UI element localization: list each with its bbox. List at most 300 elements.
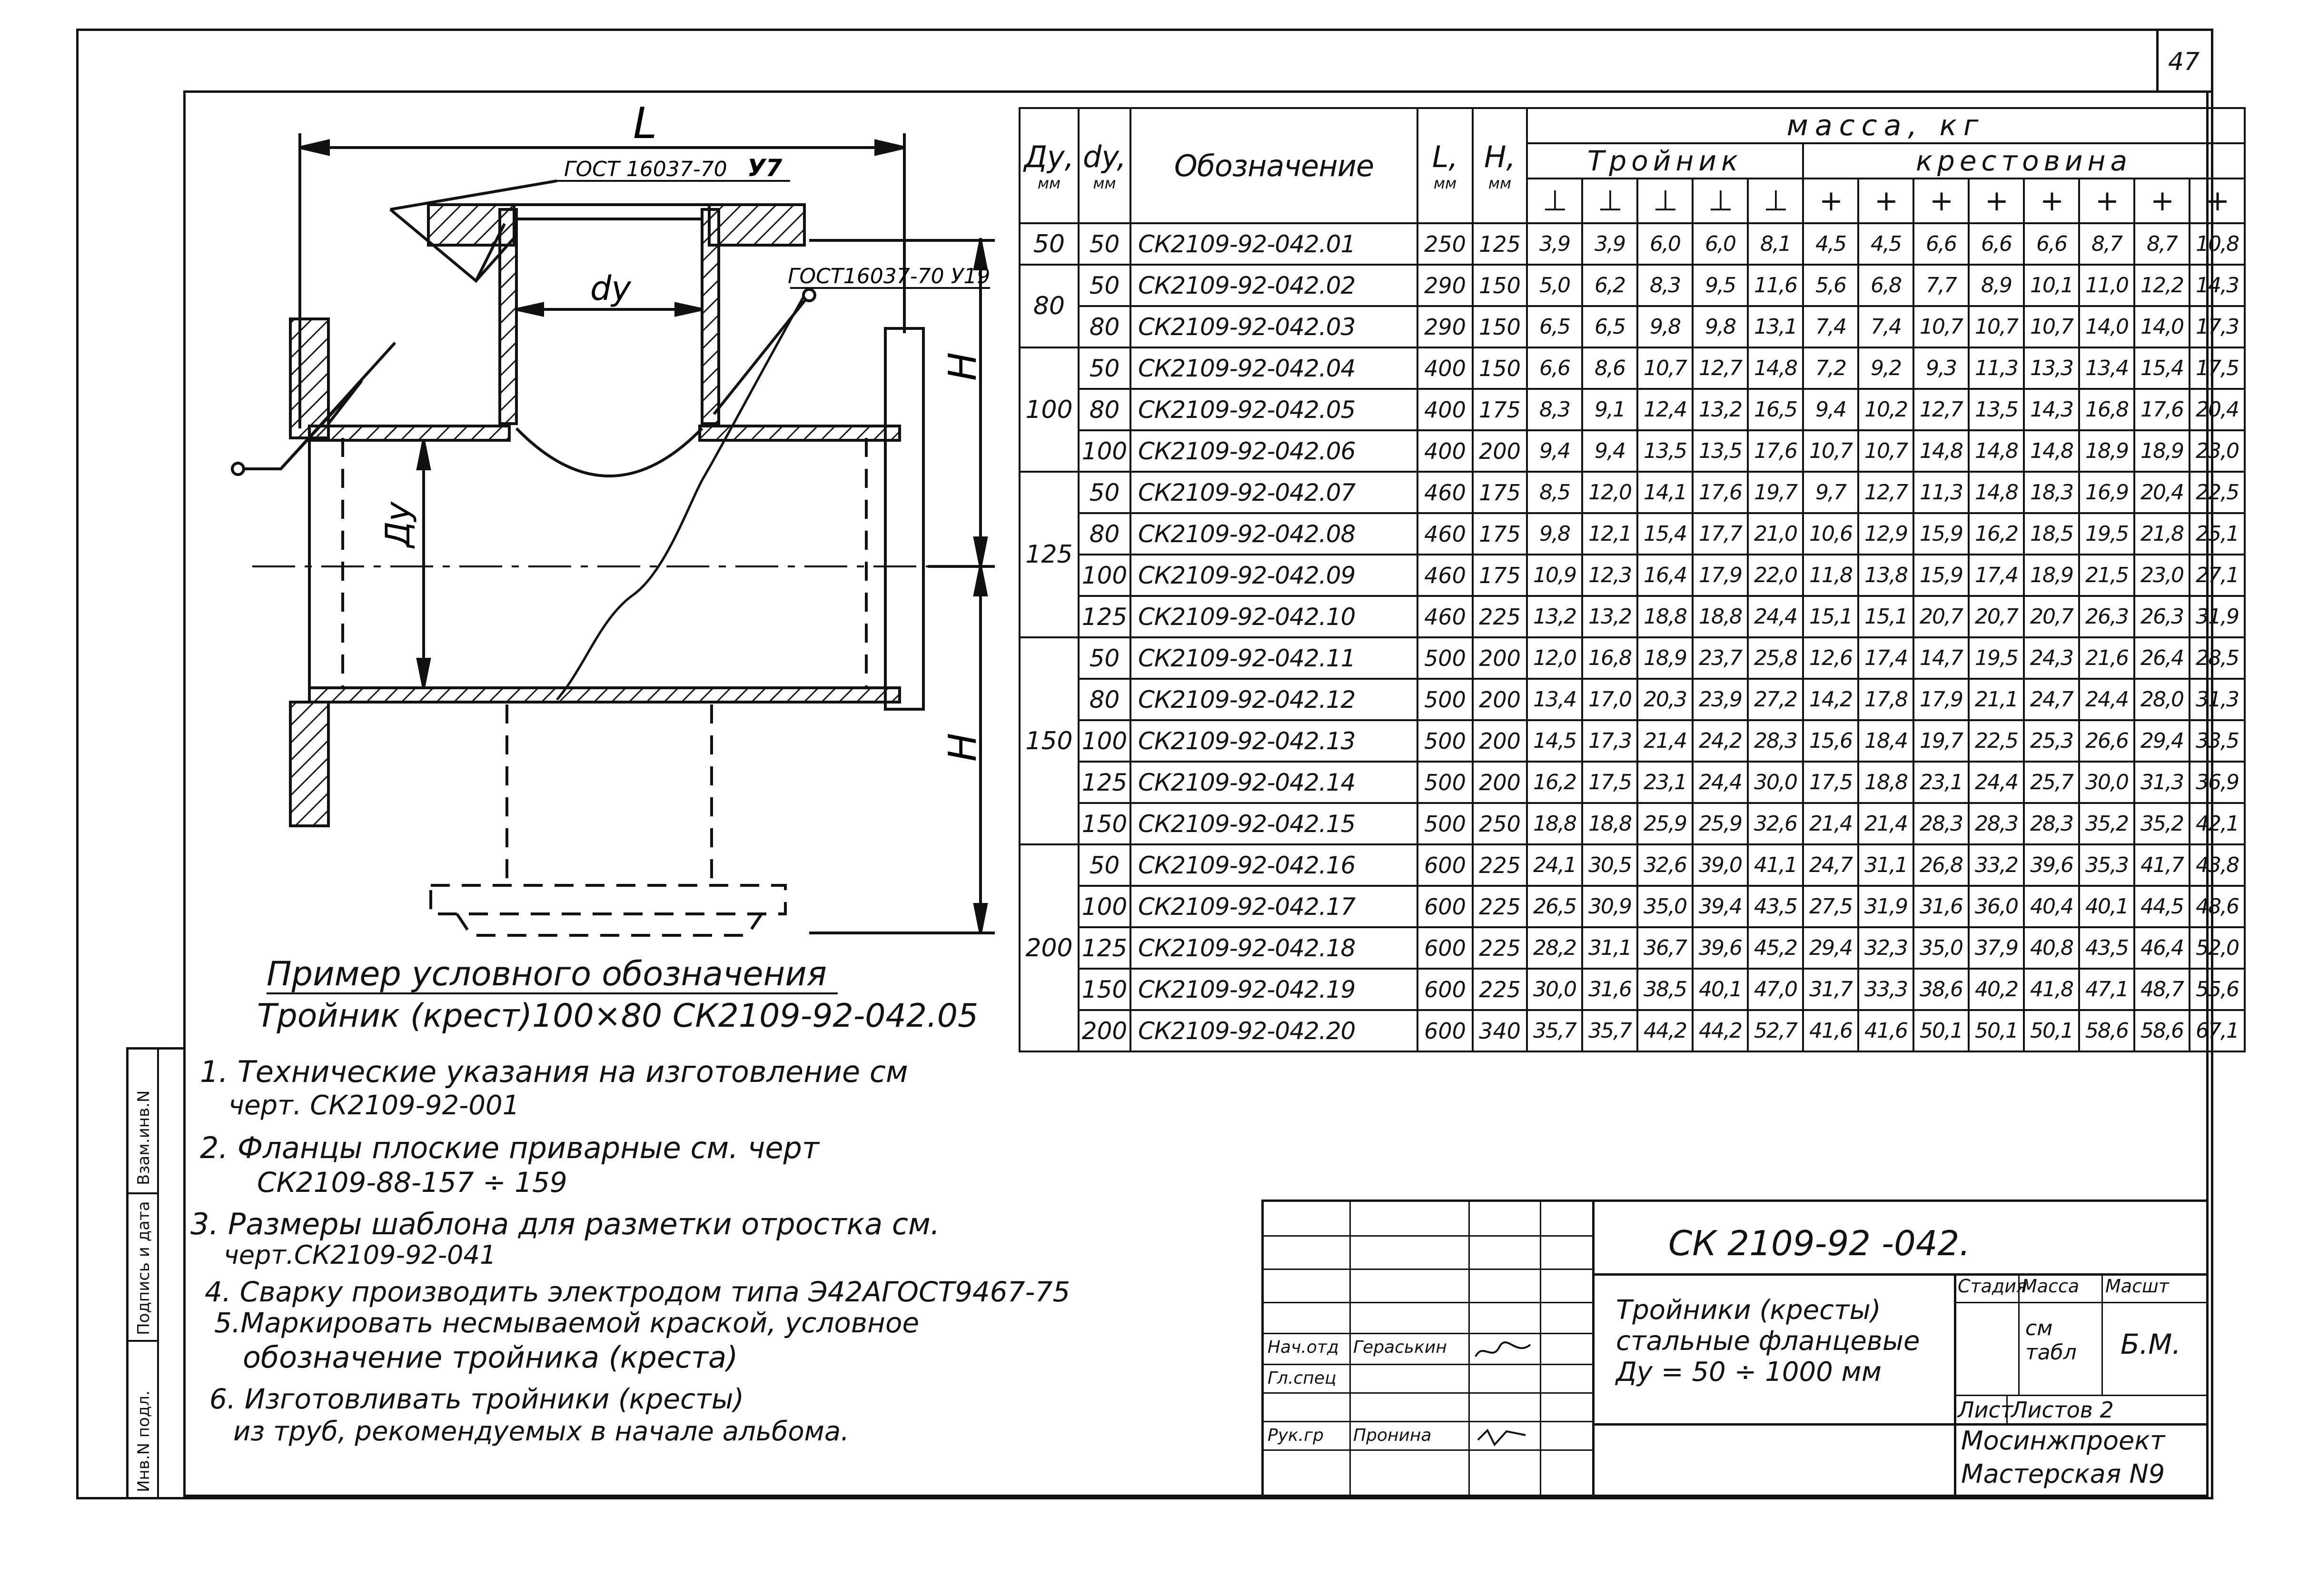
dy-cell: 50	[1079, 347, 1130, 389]
length-cell: 500	[1417, 637, 1473, 679]
height-cell: 175	[1473, 555, 1527, 596]
tee-mass-cell: 6,5	[1527, 306, 1582, 347]
cross-mass-cell: 31,6	[1913, 886, 1969, 927]
height-cell: 225	[1473, 886, 1527, 927]
dy-cell: 125	[1079, 762, 1130, 803]
tee-mass-cell: 17,6	[1693, 472, 1748, 513]
cross-mass-cell: 35,0	[1913, 927, 1969, 969]
cross-mass-cell: 10,7	[1803, 430, 1858, 472]
height-cell: 150	[1473, 265, 1527, 306]
dy-cell: 125	[1079, 596, 1130, 637]
length-cell: 290	[1417, 265, 1473, 306]
header-du: Ду, мм	[1020, 108, 1079, 223]
cross-mass-cell: 31,7	[1803, 969, 1858, 1010]
cross-mass-cell: 25,7	[2024, 762, 2079, 803]
cross-mass-cell: 41,8	[2024, 969, 2079, 1010]
dy-cell: 50	[1079, 637, 1130, 679]
tee-mass-cell: 8,1	[1748, 223, 1803, 265]
tee-mass-cell: 27,2	[1748, 679, 1803, 720]
stamp-label-inv: Инв.N подл.	[134, 1390, 153, 1492]
note-4-line1: 4. Сварку производить электродом типа Э42АГОСТ9467-75	[205, 1276, 1070, 1308]
length-cell: 460	[1417, 472, 1473, 513]
cross-mass-cell: 29,4	[1803, 927, 1858, 969]
cross-mass-cell: 15,1	[1858, 596, 1913, 637]
tb-grid-col	[1540, 1202, 1541, 1495]
tb-sheets-label: Листов 2	[2011, 1397, 2114, 1423]
cross-mass-cell: 21,8	[2134, 513, 2190, 555]
table-row	[1020, 886, 2245, 927]
gost-top-code: У7	[747, 154, 783, 182]
tee-mass-cell: 9,8	[1693, 306, 1748, 347]
tb-sheet-label: Лист	[1958, 1397, 2013, 1423]
tee-mass-cell: 13,4	[1527, 679, 1582, 720]
note-5-line2: обозначение тройника (креста)	[243, 1340, 738, 1375]
signature-1	[1473, 1338, 1535, 1366]
designation-cell: СК2109-92-042.10	[1130, 596, 1417, 637]
cross-mass-cell: 36,0	[1969, 886, 2024, 927]
tee-mass-cell: 9,4	[1527, 430, 1582, 472]
cross-mass-cell: 50,1	[1969, 1010, 2024, 1051]
length-cell: 600	[1417, 886, 1473, 927]
cross-mass-cell: 17,4	[1969, 555, 2024, 596]
tb-mass-value: см табл	[2025, 1316, 2077, 1365]
tee-mass-cell: 12,3	[1582, 555, 1637, 596]
note-6-line1: 6. Изготовливать тройники (кресты)	[209, 1383, 744, 1415]
tee-mass-cell: 9,8	[1527, 513, 1582, 555]
tee-mass-cell: 6,0	[1693, 223, 1748, 265]
header-mass: масса, кг	[1527, 108, 2245, 143]
tb-grid-col	[1468, 1202, 1470, 1495]
dim-label-dy: dy	[590, 269, 631, 308]
tb-role-2: Гл.спец	[1268, 1368, 1337, 1388]
tee-mass-cell: 24,1	[1527, 844, 1582, 886]
cross-mass-cell: 28,5	[2190, 637, 2245, 679]
tee-mass-cell: 25,9	[1637, 803, 1693, 844]
cross-mass-cell: 26,6	[2079, 720, 2134, 762]
tee-mass-cell: 17,9	[1693, 555, 1748, 596]
signature-3	[1473, 1426, 1535, 1449]
cross-mass-cell: 42,1	[2190, 803, 2245, 844]
stamp-label-replace: Взам.инв.N	[134, 1090, 153, 1185]
tb-mass-label: Масса	[2022, 1276, 2080, 1297]
cross-mass-cell: 8,9	[1969, 265, 2024, 306]
tee-mass-cell: 44,2	[1693, 1010, 1748, 1051]
tee-mass-cell: 6,5	[1582, 306, 1637, 347]
cross-mass-cell: 18,8	[1858, 762, 1913, 803]
tee-mass-cell: 24,2	[1693, 720, 1748, 762]
tee-symbol-5: ⊥	[1748, 178, 1803, 223]
tb-scale-label: Масшт	[2105, 1276, 2169, 1297]
tee-mass-cell: 38,5	[1637, 969, 1693, 1010]
tee-mass-cell: 25,9	[1693, 803, 1748, 844]
title-block	[1261, 1199, 2206, 1497]
dy-cell: 50	[1079, 844, 1130, 886]
tee-mass-cell: 6,2	[1582, 265, 1637, 306]
stamp-cell-inv	[129, 1340, 159, 1497]
tee-mass-cell: 9,8	[1637, 306, 1693, 347]
cross-mass-cell: 40,1	[2079, 886, 2134, 927]
tee-mass-cell: 6,0	[1637, 223, 1693, 265]
dim-label-h-top: H	[941, 352, 985, 381]
cross-mass-cell: 40,8	[2024, 927, 2079, 969]
tee-mass-cell: 17,5	[1582, 762, 1637, 803]
tb-code: СК 2109-92 -042.	[1668, 1223, 1971, 1263]
du-cell: 150	[1020, 637, 1079, 844]
table-row	[1020, 472, 2245, 513]
table-row	[1020, 347, 2245, 389]
table-row	[1020, 596, 2245, 637]
dy-cell: 100	[1079, 720, 1130, 762]
table-row	[1020, 637, 2245, 679]
cross-symbol-7: +	[2134, 178, 2190, 223]
cross-mass-cell: 5,6	[1803, 265, 1858, 306]
cross-mass-cell: 35,2	[2134, 803, 2190, 844]
tee-mass-cell: 30,9	[1582, 886, 1637, 927]
cross-mass-cell: 13,5	[1969, 389, 2024, 430]
cross-mass-cell: 21,4	[1858, 803, 1913, 844]
cross-mass-cell: 10,8	[2190, 223, 2245, 265]
cross-mass-cell: 9,2	[1858, 347, 1913, 389]
tee-mass-cell: 13,2	[1582, 596, 1637, 637]
tee-mass-cell: 31,6	[1582, 969, 1637, 1010]
du-cell: 100	[1020, 347, 1079, 472]
cross-mass-cell: 17,5	[2190, 347, 2245, 389]
cross-mass-cell: 31,3	[2134, 762, 2190, 803]
tee-mass-cell: 22,0	[1748, 555, 1803, 596]
cross-mass-cell: 17,8	[1858, 679, 1913, 720]
dy-cell: 150	[1079, 803, 1130, 844]
cross-mass-cell: 11,3	[1913, 472, 1969, 513]
example-text: Тройник (крест)100×80 СК2109-92-042.05	[257, 997, 979, 1035]
cross-mass-cell: 14,8	[1913, 430, 1969, 472]
tee-mass-cell: 18,8	[1637, 596, 1693, 637]
height-cell: 200	[1473, 430, 1527, 472]
cross-symbol-3: +	[1913, 178, 1969, 223]
length-cell: 600	[1417, 844, 1473, 886]
tee-mass-cell: 32,6	[1637, 844, 1693, 886]
cross-symbol-2: +	[1858, 178, 1913, 223]
cross-mass-cell: 16,9	[2079, 472, 2134, 513]
tee-mass-cell: 17,7	[1693, 513, 1748, 555]
designation-cell: СК2109-92-042.08	[1130, 513, 1417, 555]
tee-mass-cell: 24,4	[1693, 762, 1748, 803]
cross-mass-cell: 19,5	[1969, 637, 2024, 679]
cross-mass-cell: 14,3	[2024, 389, 2079, 430]
cross-mass-cell: 6,6	[2024, 223, 2079, 265]
cross-mass-cell: 18,4	[1858, 720, 1913, 762]
table-row	[1020, 513, 2245, 555]
cross-mass-cell: 33,2	[1969, 844, 2024, 886]
tee-mass-cell: 30,5	[1582, 844, 1637, 886]
designation-cell: СК2109-92-042.14	[1130, 762, 1417, 803]
tee-mass-cell: 32,6	[1748, 803, 1803, 844]
length-cell: 460	[1417, 513, 1473, 555]
designation-cell: СК2109-92-042.05	[1130, 389, 1417, 430]
tee-drawing	[190, 95, 1009, 952]
height-cell: 175	[1473, 472, 1527, 513]
note-2-line1: 2. Фланцы плоские приварные см. черт	[200, 1130, 819, 1165]
tb-title-line2: стальные фланцевые	[1616, 1326, 1920, 1357]
table-row	[1020, 720, 2245, 762]
tee-mass-cell: 14,8	[1748, 347, 1803, 389]
tee-mass-cell: 18,8	[1527, 803, 1582, 844]
table-row	[1020, 679, 2245, 720]
table-row	[1020, 265, 2245, 306]
tb-stage-label: Стадия	[1958, 1276, 2027, 1297]
example-title: Пример условного обозначения	[267, 954, 827, 993]
designation-cell: СК2109-92-042.20	[1130, 1010, 1417, 1051]
length-cell: 250	[1417, 223, 1473, 265]
height-cell: 200	[1473, 720, 1527, 762]
cross-mass-cell: 17,5	[1803, 762, 1858, 803]
cross-mass-cell: 18,5	[2024, 513, 2079, 555]
tee-mass-cell: 19,7	[1748, 472, 1803, 513]
length-cell: 290	[1417, 306, 1473, 347]
cross-mass-cell: 43,8	[2190, 844, 2245, 886]
cross-mass-cell: 20,7	[1913, 596, 1969, 637]
tee-mass-cell: 12,0	[1582, 472, 1637, 513]
cross-mass-cell: 23,0	[2134, 555, 2190, 596]
cross-mass-cell: 15,4	[2134, 347, 2190, 389]
height-cell: 225	[1473, 844, 1527, 886]
table-row	[1020, 844, 2245, 886]
tb-role-1: Нач.отд	[1268, 1338, 1339, 1357]
tee-mass-cell: 35,0	[1637, 886, 1693, 927]
stamp-cell-replace	[129, 1050, 159, 1194]
cross-mass-cell: 26,4	[2134, 637, 2190, 679]
cross-mass-cell: 31,9	[2190, 596, 2245, 637]
tb-name-1: Гераськин	[1353, 1338, 1447, 1357]
cross-mass-cell: 38,6	[1913, 969, 1969, 1010]
height-cell: 340	[1473, 1010, 1527, 1051]
length-cell: 400	[1417, 347, 1473, 389]
table-row	[1020, 969, 2245, 1010]
height-cell: 175	[1473, 513, 1527, 555]
cross-mass-cell: 40,4	[2024, 886, 2079, 927]
length-cell: 600	[1417, 927, 1473, 969]
tee-mass-cell: 6,6	[1527, 347, 1582, 389]
tee-mass-cell: 3,9	[1527, 223, 1582, 265]
tee-mass-cell: 52,7	[1748, 1010, 1803, 1051]
tee-mass-cell: 15,4	[1637, 513, 1693, 555]
cross-mass-cell: 14,8	[1969, 430, 2024, 472]
height-cell: 225	[1473, 969, 1527, 1010]
cross-mass-cell: 15,1	[1803, 596, 1858, 637]
dy-cell: 100	[1079, 555, 1130, 596]
height-cell: 225	[1473, 596, 1527, 637]
tee-mass-cell: 8,5	[1527, 472, 1582, 513]
tee-mass-cell: 39,6	[1693, 927, 1748, 969]
tb-name-3: Пронина	[1353, 1426, 1432, 1445]
tee-mass-cell: 30,0	[1748, 762, 1803, 803]
cross-mass-cell: 13,4	[2079, 347, 2134, 389]
designation-cell: СК2109-92-042.02	[1130, 265, 1417, 306]
cross-mass-cell: 58,6	[2134, 1010, 2190, 1051]
mass-table-body	[1020, 223, 2245, 1051]
designation-cell: СК2109-92-042.04	[1130, 347, 1417, 389]
designation-cell: СК2109-92-042.06	[1130, 430, 1417, 472]
cross-mass-cell: 46,4	[2134, 927, 2190, 969]
dim-label-du: Ду	[378, 501, 417, 547]
note-1-line1: 1. Технические указания на изготовление см	[200, 1054, 908, 1089]
tee-mass-cell: 14,1	[1637, 472, 1693, 513]
designation-cell: СК2109-92-042.19	[1130, 969, 1417, 1010]
cross-mass-cell: 14,8	[2024, 430, 2079, 472]
cross-mass-cell: 10,1	[2024, 265, 2079, 306]
cross-mass-cell: 14,0	[2079, 306, 2134, 347]
tee-mass-cell: 17,3	[1582, 720, 1637, 762]
designation-cell: СК2109-92-042.11	[1130, 637, 1417, 679]
sheet-number: 47	[2168, 48, 2200, 76]
cross-mass-cell: 17,3	[2190, 306, 2245, 347]
dy-cell: 50	[1079, 472, 1130, 513]
tee-mass-cell: 36,7	[1637, 927, 1693, 969]
cross-mass-cell: 67,1	[2190, 1010, 2245, 1051]
cross-mass-cell: 58,6	[2079, 1010, 2134, 1051]
cross-mass-cell: 9,7	[1803, 472, 1858, 513]
cross-mass-cell: 47,1	[2079, 969, 2134, 1010]
dim-label-L: L	[633, 99, 657, 149]
tee-mass-cell: 16,5	[1748, 389, 1803, 430]
length-cell: 500	[1417, 803, 1473, 844]
gost-right: ГОСТ16037-70 У19	[788, 264, 991, 288]
cross-mass-cell: 26,3	[2079, 596, 2134, 637]
cross-mass-cell: 36,9	[2190, 762, 2245, 803]
tb-title-line1: Тройники (кресты)	[1616, 1295, 1881, 1326]
designation-cell: СК2109-92-042.03	[1130, 306, 1417, 347]
cross-mass-cell: 18,9	[2079, 430, 2134, 472]
cross-mass-cell: 8,7	[2079, 223, 2134, 265]
cross-mass-cell: 52,0	[2190, 927, 2245, 969]
designation-cell: СК2109-92-042.01	[1130, 223, 1417, 265]
tee-symbol-4: ⊥	[1693, 178, 1748, 223]
du-cell: 80	[1020, 265, 1079, 347]
cross-mass-cell: 16,2	[1969, 513, 2024, 555]
tee-mass-cell: 16,2	[1527, 762, 1582, 803]
cross-mass-cell: 48,6	[2190, 886, 2245, 927]
tee-mass-cell: 35,7	[1582, 1010, 1637, 1051]
tee-mass-cell: 23,1	[1637, 762, 1693, 803]
tee-mass-cell: 24,4	[1748, 596, 1803, 637]
tee-mass-cell: 17,0	[1582, 679, 1637, 720]
designation-cell: СК2109-92-042.09	[1130, 555, 1417, 596]
tee-mass-cell: 39,0	[1693, 844, 1748, 886]
cross-mass-cell: 21,4	[1803, 803, 1858, 844]
note-6-line2: из труб, рекомендуемых в начале альбома.	[233, 1416, 849, 1447]
cross-mass-cell: 14,2	[1803, 679, 1858, 720]
cross-mass-cell: 9,3	[1913, 347, 1969, 389]
tee-mass-cell: 23,9	[1693, 679, 1748, 720]
tb-grid-row	[1264, 1202, 1592, 1451]
dy-cell: 100	[1079, 430, 1130, 472]
designation-cell: СК2109-92-042.17	[1130, 886, 1417, 927]
dy-cell: 125	[1079, 927, 1130, 969]
designation-cell: СК2109-92-042.12	[1130, 679, 1417, 720]
cross-mass-cell: 22,5	[2190, 472, 2245, 513]
table-row	[1020, 223, 2245, 265]
tee-mass-cell: 35,7	[1527, 1010, 1582, 1051]
cross-mass-cell: 14,3	[2190, 265, 2245, 306]
tee-symbol-3: ⊥	[1637, 178, 1693, 223]
cross-mass-cell: 30,0	[2079, 762, 2134, 803]
cross-mass-cell: 23,0	[2190, 430, 2245, 472]
tee-mass-cell: 21,0	[1748, 513, 1803, 555]
designation-cell: СК2109-92-042.16	[1130, 844, 1417, 886]
header-H: H, мм	[1473, 108, 1527, 223]
designation-cell: СК2109-92-042.07	[1130, 472, 1417, 513]
tee-mass-cell: 30,0	[1527, 969, 1582, 1010]
cross-mass-cell: 20,4	[2134, 472, 2190, 513]
cross-mass-cell: 32,3	[1858, 927, 1913, 969]
table-row	[1020, 430, 2245, 472]
cross-mass-cell: 9,4	[1803, 389, 1858, 430]
cross-mass-cell: 14,7	[1913, 637, 1969, 679]
cross-mass-cell: 10,7	[1969, 306, 2024, 347]
header-designation: Обозначение	[1130, 108, 1417, 223]
side-stamp	[126, 1047, 186, 1499]
cross-mass-cell: 11,0	[2079, 265, 2134, 306]
height-cell: 200	[1473, 637, 1527, 679]
mass-table	[1019, 107, 2246, 1052]
cross-mass-cell: 15,6	[1803, 720, 1858, 762]
cross-mass-cell: 4,5	[1858, 223, 1913, 265]
dy-cell: 150	[1079, 969, 1130, 1010]
cross-mass-cell: 19,5	[2079, 513, 2134, 555]
tee-mass-cell: 25,8	[1748, 637, 1803, 679]
tee-mass-cell: 43,5	[1748, 886, 1803, 927]
cross-mass-cell: 31,3	[2190, 679, 2245, 720]
tee-mass-cell: 10,9	[1527, 555, 1582, 596]
length-cell: 500	[1417, 720, 1473, 762]
tee-mass-cell: 18,8	[1693, 596, 1748, 637]
cross-mass-cell: 20,7	[2024, 596, 2079, 637]
tee-mass-cell: 21,4	[1637, 720, 1693, 762]
tee-mass-cell: 9,1	[1582, 389, 1637, 430]
dim-label-h-bottom: H	[941, 733, 985, 762]
tee-mass-cell: 8,6	[1582, 347, 1637, 389]
tee-mass-cell: 8,3	[1637, 265, 1693, 306]
tb-role-3: Рук.гр	[1268, 1426, 1324, 1445]
cross-mass-cell: 13,3	[2024, 347, 2079, 389]
cross-mass-cell: 17,6	[2134, 389, 2190, 430]
cross-mass-cell: 7,2	[1803, 347, 1858, 389]
cross-mass-cell: 12,6	[1803, 637, 1858, 679]
cross-mass-cell: 21,5	[2079, 555, 2134, 596]
cross-mass-cell: 6,6	[1913, 223, 1969, 265]
cross-mass-cell: 28,0	[2134, 679, 2190, 720]
tee-mass-cell: 13,5	[1693, 430, 1748, 472]
dy-cell: 80	[1079, 389, 1130, 430]
length-cell: 460	[1417, 555, 1473, 596]
cross-symbol-6: +	[2079, 178, 2134, 223]
cross-mass-cell: 18,3	[2024, 472, 2079, 513]
height-cell: 225	[1473, 927, 1527, 969]
cross-mass-cell: 48,7	[2134, 969, 2190, 1010]
cross-mass-cell: 23,1	[1913, 762, 1969, 803]
length-cell: 600	[1417, 969, 1473, 1010]
cross-mass-cell: 16,8	[2079, 389, 2134, 430]
dy-cell: 100	[1079, 886, 1130, 927]
cross-mass-cell: 10,2	[1858, 389, 1913, 430]
table-row	[1020, 306, 2245, 347]
height-cell: 200	[1473, 679, 1527, 720]
cross-mass-cell: 43,5	[2079, 927, 2134, 969]
cross-mass-cell: 13,8	[1858, 555, 1913, 596]
cross-mass-cell: 14,0	[2134, 306, 2190, 347]
tee-symbol-1: ⊥	[1527, 178, 1582, 223]
cross-mass-cell: 7,4	[1858, 306, 1913, 347]
length-cell: 400	[1417, 430, 1473, 472]
